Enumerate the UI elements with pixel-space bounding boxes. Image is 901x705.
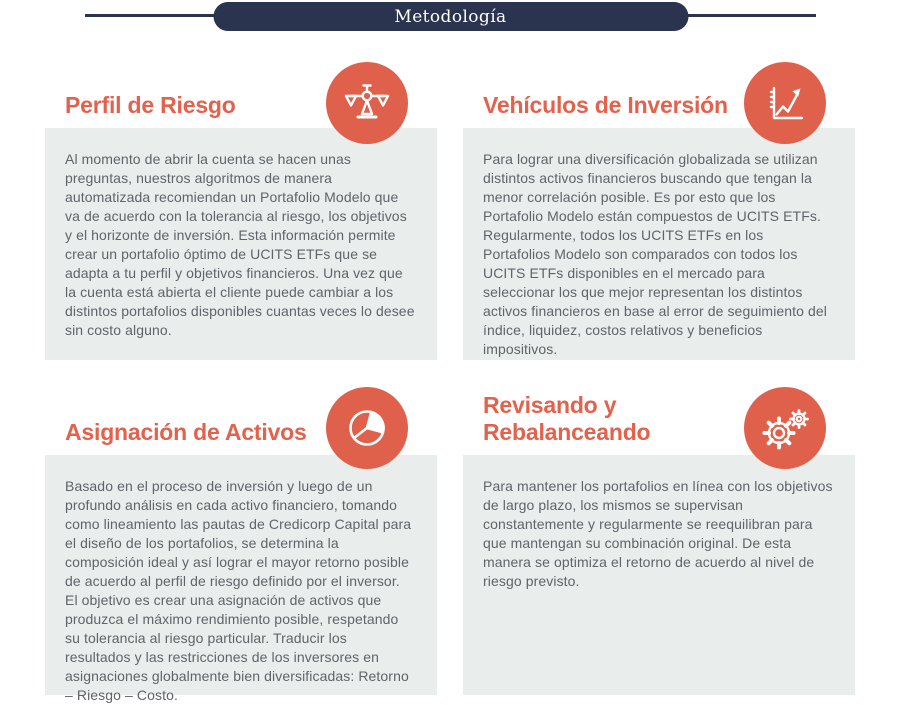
line-chart-arrow-icon [744, 62, 826, 144]
left-column [45, 60, 437, 703]
section-text-asignacion-de-activos: Basado en el proceso de inversión y luego de un profundo análisis en cada activo financiero, tomando como lineamiento las pautas de Credicorp Capital para el diseño de los portafolios, se determina la composición ideal y así lograr el mayor retorno posible de acuerdo al perfil de riesgo definido por el inversor. El objetivo es crear una asignación de activos que produzca el máximo rendimiento posible, respetando su tolerancia al riesgo particular. Traducir los resultados y las restricciones de los inversores en asignaciones globalmente bien diversificadas: Retorno – Riesgo – Costo. [65, 478, 412, 703]
section-title-revisando-y-rebalanceando: Revisando y Rebalanceando [483, 391, 651, 446]
section-revisando-y-rebalanceando-body [463, 455, 855, 695]
page-header [0, 0, 901, 34]
header-title-pill [213, 2, 688, 31]
pie-chart-icon [326, 387, 408, 469]
section-title-vehiculos-de-inversion: Vehículos de Inversión [483, 92, 728, 119]
right-column [463, 60, 855, 695]
page-title: Metodología [394, 6, 507, 27]
section-asignacion-de-activos-body [45, 455, 437, 703]
balance-scale-icon [326, 62, 408, 144]
section-text-revisando-y-rebalanceando: Para mantener los portafolios en línea con los objetivos de largo plazo, los mismos se supervisan constantemente y regularmente se reequilibran para que mantengan su combinación original. De esta manera se optimiza el retorno de acuerdo al nivel de riesgo previsto. [483, 478, 833, 589]
section-text-perfil-de-riesgo: Al momento de abrir la cuenta se hacen unas preguntas, nuestros algoritmos de manera automatizada recomiendan un Portafolio Modelo que va de acuerdo con la tolerancia al riesgo, los objetivos y el horizonte de inversión. Esta información permite crear un portafolio óptimo de UCITS ETFs que se adapta a tu perfil y objetivos financieros. Una vez que la cuenta está abierta el cliente puede cambiar a los distintos portafolios disponibles cuantas veces lo desee sin costo alguno. [65, 151, 415, 338]
section-title-perfil-de-riesgo: Perfil de Riesgo [65, 92, 236, 119]
section-title-asignacion-de-activos: Asignación de Activos [65, 419, 307, 446]
section-perfil-de-riesgo-header [45, 60, 437, 128]
section-asignacion-de-activos-header [45, 385, 437, 455]
section-text-vehiculos-de-inversion: Para lograr una diversificación globalizada se utilizan distintos activos financieros buscando que tengan la menor correlación posible. Es por esto que los Portafolio Modelo están compuestos de UCITS ETFs. Regularmente, todos los UCITS ETFs en los Portafolios Modelo son comparados con todos los UCITS ETFs disponibles en el mercado para seleccionar los que mejor representan los distintos activos financieros en base al error de seguimiento del índice, liquidez, costos relativos y beneficios impositivos. [483, 151, 828, 357]
section-vehiculos-de-inversion-body [463, 128, 855, 360]
section-perfil-de-riesgo-body [45, 128, 437, 360]
section-vehiculos-de-inversion-header [463, 60, 855, 128]
section-revisando-y-rebalanceando-header [463, 385, 855, 455]
gears-icon [744, 387, 826, 469]
